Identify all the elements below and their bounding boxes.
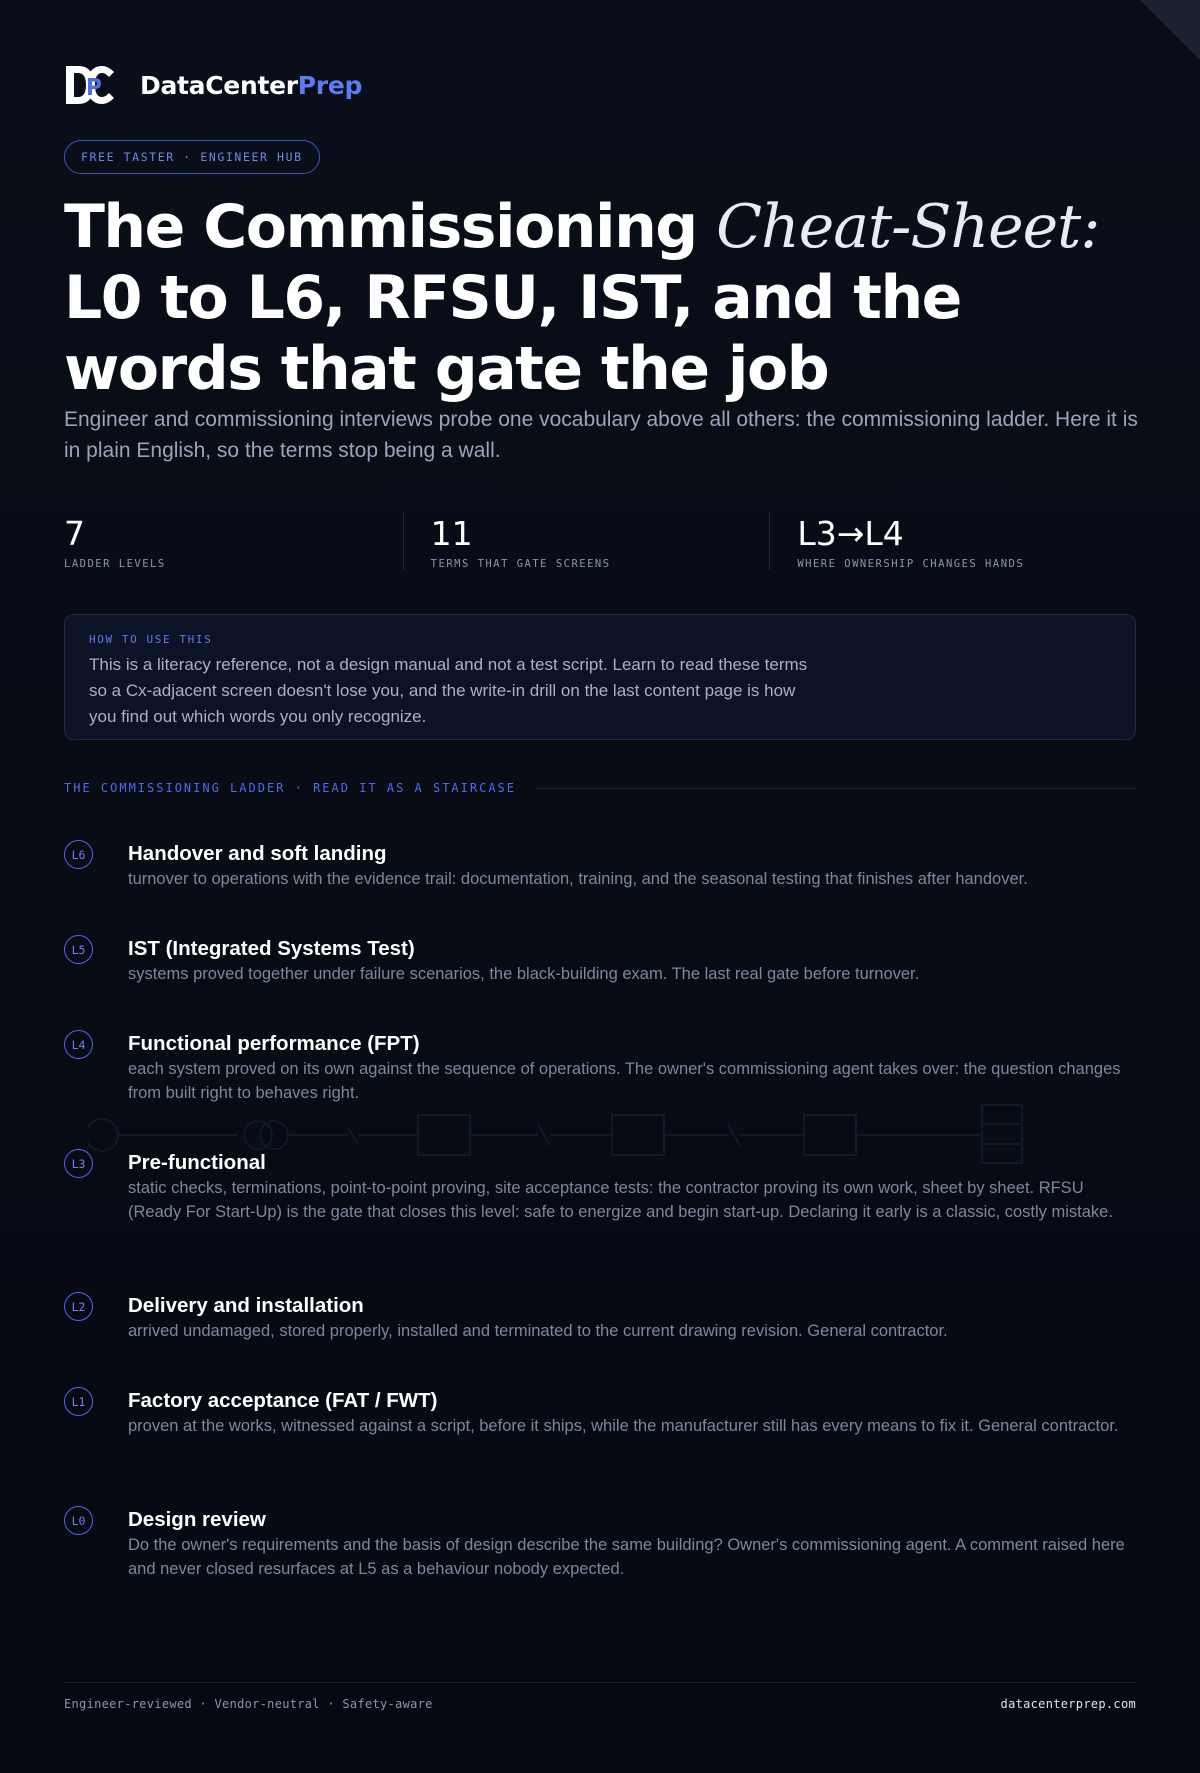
level-title: Pre-functional	[128, 1151, 266, 1174]
level-code-badge: L3	[64, 1149, 93, 1178]
section-divider	[536, 788, 1136, 789]
title-italic: Cheat-Sheet:	[716, 192, 1100, 262]
stat-value: L3→L4	[797, 514, 904, 553]
stats-row	[64, 512, 1136, 570]
callout-text: This is a literacy reference, not a design manual and not a test script. Learn to read these terms so a Cx-adjacent screen doesn't lose you, and the write-in drill on the last content page is how you find out which words you only recognize.	[89, 655, 808, 726]
callout-label: HOW TO USE THIS	[89, 633, 213, 646]
level-code-badge: L0	[64, 1506, 93, 1535]
level-body	[128, 1292, 1136, 1343]
stat-label: LADDER LEVELS	[64, 558, 166, 570]
level-body	[128, 1387, 1136, 1438]
stat-label: TERMS THAT GATE SCREENS	[430, 558, 611, 570]
cheat-sheet-page	[64, 0, 1136, 1773]
level-code-badge: L1	[64, 1387, 93, 1416]
level-code-badge: L6	[64, 840, 93, 869]
level-description: systems proved together under failure scenarios, the black-building exam. The last real gate before turnover.	[128, 965, 920, 983]
level-body	[128, 840, 1136, 891]
brand-name	[140, 71, 362, 100]
free-taster-badge: FREE TASTER · ENGINEER HUB	[64, 140, 320, 174]
level-code-badge: L2	[64, 1292, 93, 1321]
section-heading-text: THE COMMISSIONING LADDER · READ IT AS A STAIRCASE	[64, 781, 517, 795]
page-title	[64, 192, 1144, 405]
level-title: IST (Integrated Systems Test)	[128, 937, 415, 960]
stat-ownership-change	[769, 512, 1136, 570]
level-body	[128, 935, 1136, 986]
brand-name-part1: DataCenter	[140, 70, 298, 100]
page-corner-fold	[1140, 0, 1200, 60]
page-subtitle: Engineer and commissioning interviews probe one vocabulary above all others: the commissioning ladder. Here it is in plain English, so the terms stop being a wall.	[64, 408, 1138, 462]
stat-value: 11	[430, 514, 473, 553]
stat-value: 7	[64, 514, 85, 553]
title-part2: L0 to L6, RFSU, IST, and the words that gate the job	[64, 263, 961, 404]
stat-label: WHERE OWNERSHIP CHANGES HANDS	[797, 558, 1025, 570]
stat-gating-terms	[403, 512, 770, 570]
level-description: static checks, terminations, point-to-point proving, site acceptance tests: the contractor proving its own work, sheet by sheet. RFSU (Ready For Start-Up) is the gate that closes this level: safe to energize and begin start-up. Declaring it early is a classic, costly mistake.	[128, 1179, 1113, 1221]
brand-name-part2: Prep	[297, 70, 363, 100]
level-body	[128, 1149, 1136, 1224]
footer-tagline: Engineer-reviewed · Vendor-neutral · Safety-aware	[64, 1697, 433, 1711]
datacenterprep-logo-icon	[64, 64, 116, 106]
stat-ladder-levels	[64, 512, 403, 570]
level-title: Handover and soft landing	[128, 842, 387, 865]
footer-divider	[64, 1682, 1136, 1683]
level-title: Factory acceptance (FAT / FWT)	[128, 1389, 438, 1412]
level-title: Functional performance (FPT)	[128, 1032, 420, 1055]
level-description: arrived undamaged, stored properly, installed and terminated to the current drawing revision. General contractor.	[128, 1322, 948, 1340]
level-title: Design review	[128, 1508, 266, 1531]
level-code-badge: L5	[64, 935, 93, 964]
level-body	[128, 1030, 1136, 1105]
brand-header[interactable]	[64, 64, 362, 106]
how-to-use-callout	[64, 614, 1136, 740]
footer-website-link[interactable]: datacenterprep.com	[1000, 1697, 1136, 1711]
level-description: each system proved on its own against the sequence of operations. The owner's commissioning agent takes over: the question changes from built right to behaves right.	[128, 1060, 1121, 1102]
ladder-section-heading	[64, 781, 1136, 795]
level-description: Do the owner's requirements and the basis of design describe the same building? Owner's commissioning agent. A comment raised here and never closed resurfaces at L5 as a behaviour nobody expected.	[128, 1536, 1125, 1578]
level-body	[128, 1506, 1136, 1581]
level-description: turnover to operations with the evidence trail: documentation, training, and the seasonal testing that finishes after handover.	[128, 870, 1028, 888]
level-title: Delivery and installation	[128, 1294, 364, 1317]
level-description: proven at the works, witnessed against a script, before it ships, while the manufacturer still has every means to fix it. General contractor.	[128, 1417, 1119, 1435]
title-part1: The Commissioning	[64, 192, 717, 262]
level-code-badge: L4	[64, 1030, 93, 1059]
